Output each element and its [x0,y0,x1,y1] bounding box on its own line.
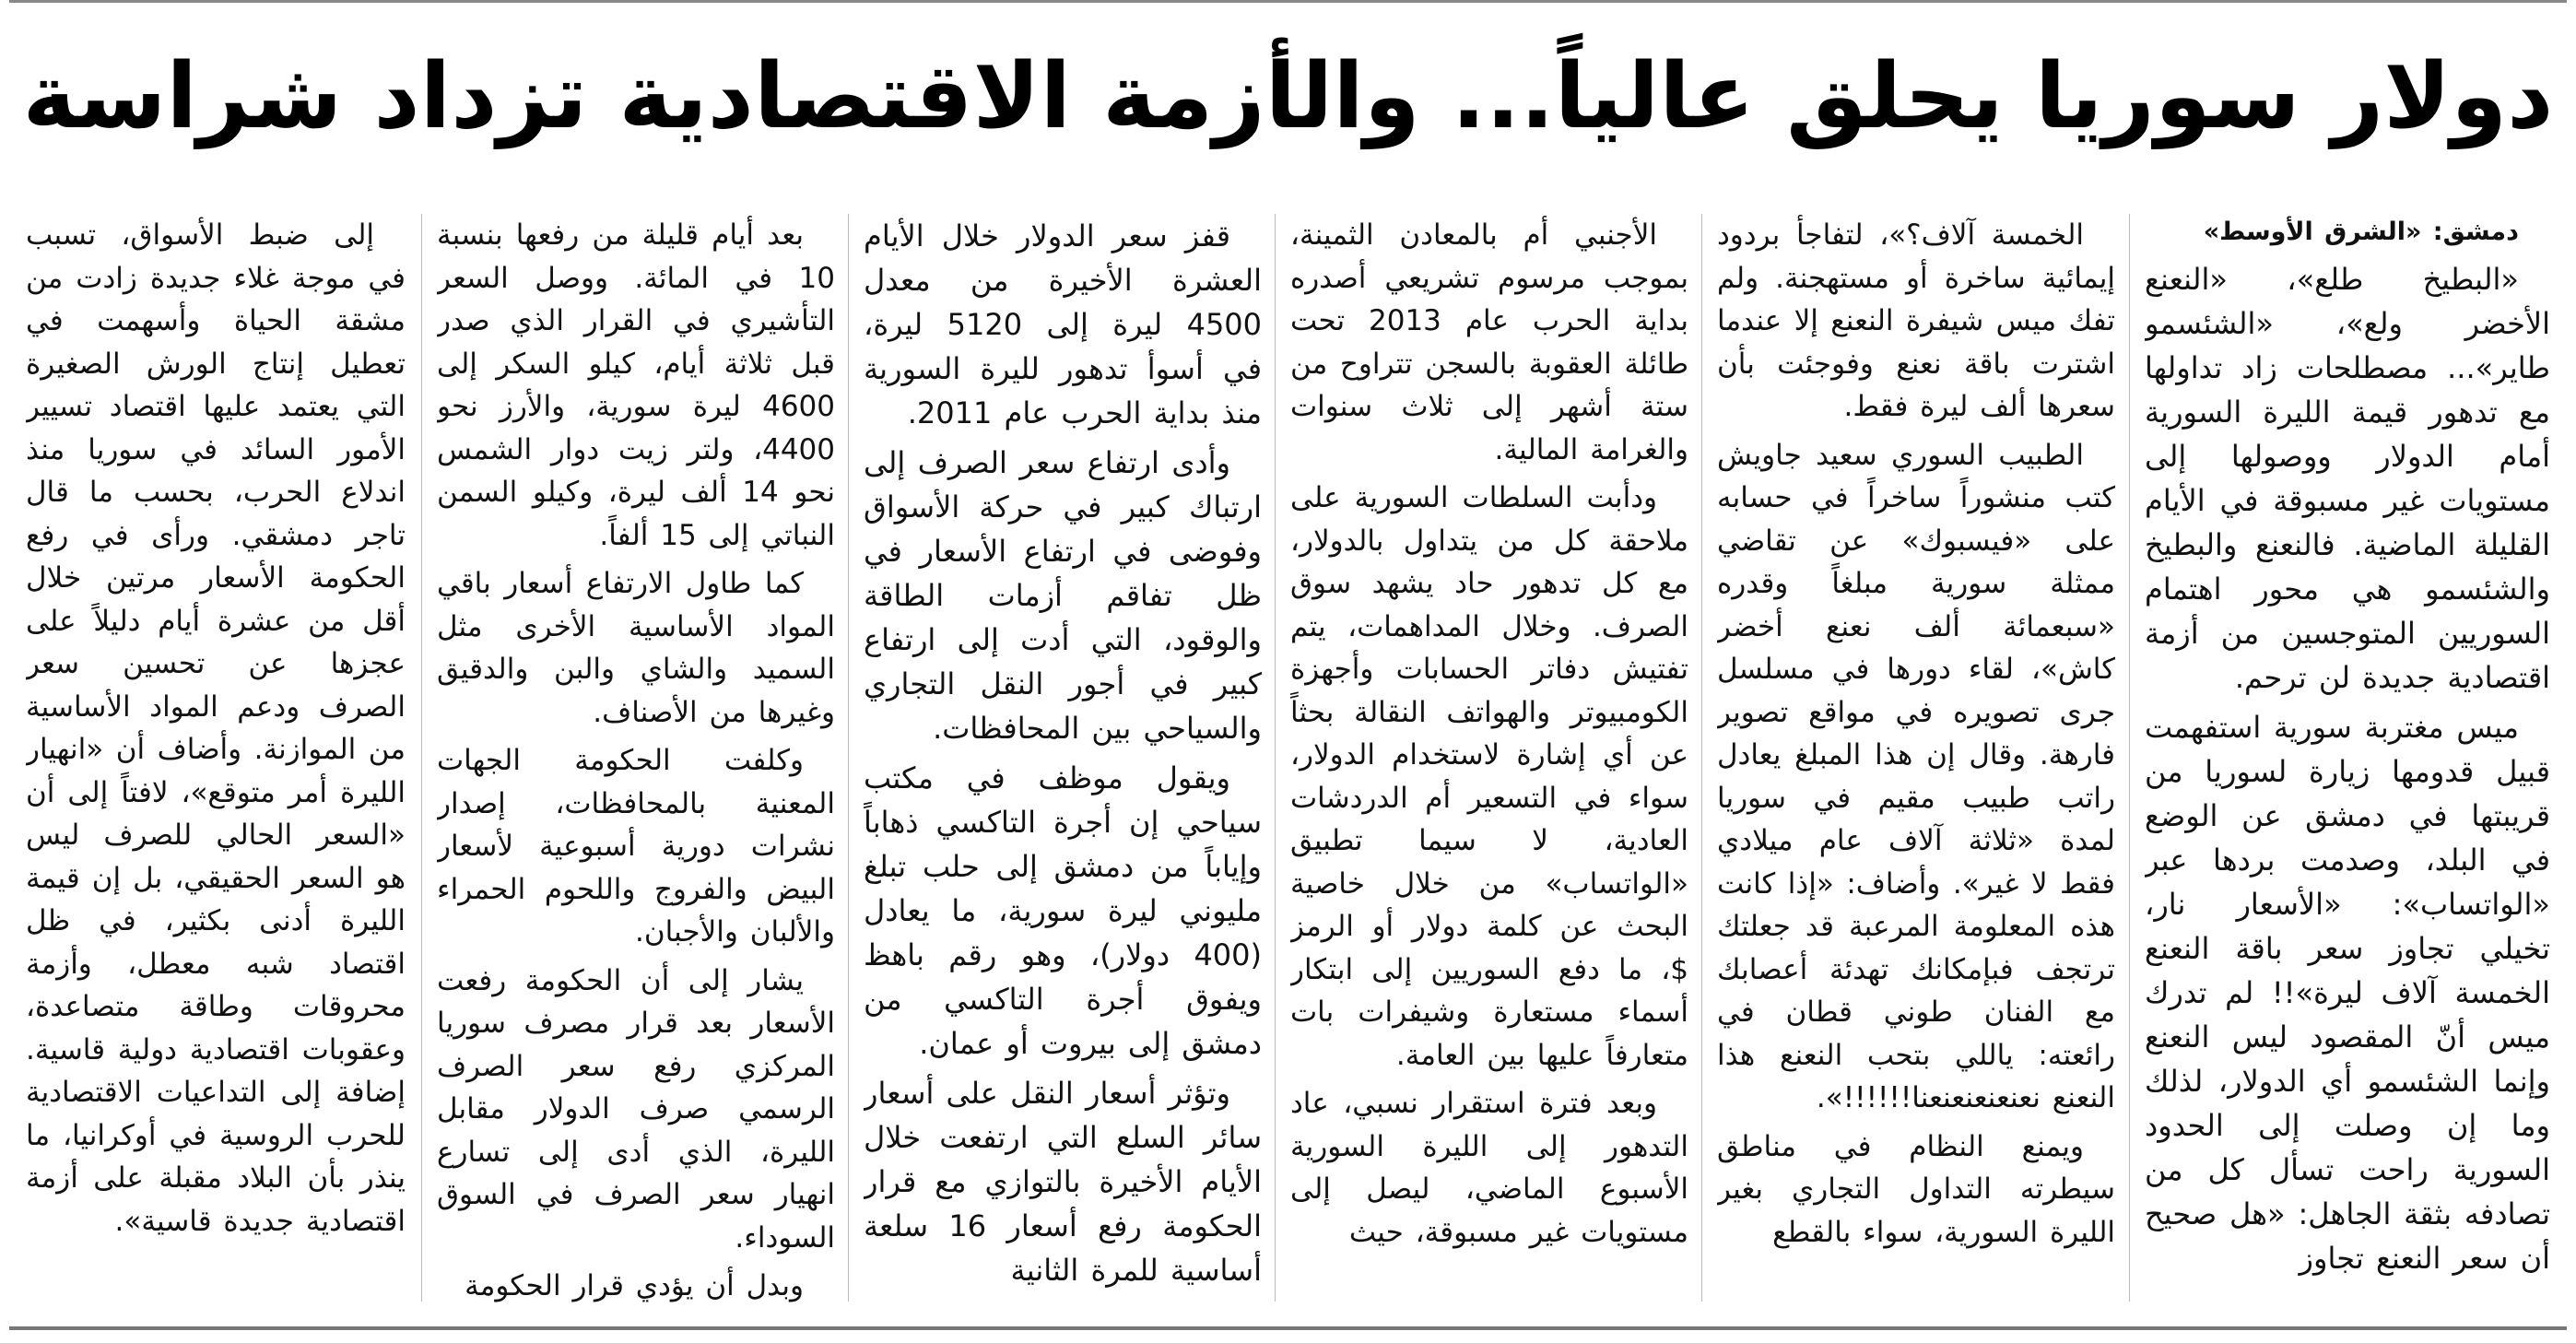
column-divider [848,214,849,1302]
column-paragraph: وبدل أن يؤدي قرار الحكومة [465,1269,804,1302]
top-border-rule [9,0,2567,3]
column-paragraph: وتؤثر أسعار النقل على أسعار سائر السلع التي ارتفعت خلال الأيام الأخيرة بالتوازي مع قرار الحكومة رفع أسعار 16 سلعة أساسية للمرة الثانية [864,1076,1262,1288]
column-paragraph: قفز سعر الدولار خلال الأيام العشرة الأخيرة من معدل 4500 ليرة إلى 5120 ليرة، في أسوأ تدهور لليرة السورية منذ بداية الحرب عام 2011. [864,218,1262,430]
column-paragraph: ميس مغتربة سورية استفهمت قبيل قدومها زيارة لسوريا من قريبتها في دمشق عن الوضع في البلد، وصدمت بردها عبر «الواتساب»: «الأسعار نار، تخيلي تجاوز سعر باقة النعنع الخمسة آلاف ليرة»!! لم تدرك ميس أنّ المقصود ليس النعنع وإنما الشئسمو أي الدولار، لذلك وما إن وصلت إلى الحدود السورية راحت تسأل كل من تصادفه بثقة الجاهل: «هل صحيح أن سعر النعنع تجاوز [2145,709,2550,1276]
column-paragraph: وأدى ارتفاع سعر الصرف إلى ارتباك كبير في حركة الأسواق وفوضى في ارتفاع الأسعار في ظل تفاقم أزمات الطاقة والوقود، التي أدت إلى ارتفاع كبير في أجور النقل التجاري والسياحي بين المحافظات. [864,445,1262,746]
article-column-1 [2145,214,2550,1315]
column-paragraph: الطبيب السوري سعيد جاويش كتب منشوراً ساخراً في حسابه على «فيسبوك» عن تقاضي ممثلة سورية مبلغاً وقدره «سبعمائة ألف نعنع أخضر كاش»، لقاء دورها في مسلسل جرى تصويره في مواقع تصوير فارهة. وقال إن هذا المبلغ يعادل راتب طبيب مقيم في سوريا لمدة «ثلاثة آلاف عام ميلادي فقط لا غير». وأضاف: «إذا كانت هذه المعلومة المرعبة قد جعلتك ترتجف فبإمكانك تهدئة أعصابك مع الفنان طوني قطان في رائعته: ياللي بتحب النعنع هذا النعنع نعنعنعنعنعنا!!!!!!». [1717,438,2115,1114]
column-paragraph: إلى ضبط الأسواق، تسبب في موجة غلاء جديدة زادت من مشقة الحياة وأسهمت في تعطيل إنتاج الورش الصغيرة التي يعتمد عليها اقتصاد تسيير الأمور السائد في سوريا منذ اندلاع الحرب، بحسب ما قال تاجر دمشقي. ورأى في رفع الحكومة الأسعار مرتين خلال أقل من عشرة أيام دليلاً على عجزها عن تحسين سعر الصرف ودعم المواد الأساسية من الموازنة. وأضاف أن «انهيار الليرة أمر متوقع»، لافتاً إلى أن «السعر الحالي للصرف ليس هو السعر الحقيقي، بل إن قيمة الليرة أدنى بكثير، في ظل اقتصاد شبه معطل، وأزمة محروقات وطاقة متصاعدة، وعقوبات اقتصادية دولية قاسية. إضافة إلى التداعيات الاقتصادية للحرب الروسية في أوكرانيا، ما ينذر بأن البلاد مقبلة على أزمة اقتصادية جديدة قاسية». [26,218,406,1238]
column-divider [1275,214,1276,1302]
column-paragraph: الخمسة آلاف؟»، لتفاجأ بردود إيمائية ساخرة أو مستهجنة. ولم تفك ميس شيفرة النعنع إلا عندما اشترت باقة نعنع وفوجئت بأن سعرها ألف ليرة فقط. [1717,218,2115,423]
dateline: دمشق: «الشرق الأوسط» [2203,218,2519,246]
column-paragraph: يشار إلى أن الحكومة رفعت الأسعار بعد قرار مصرف سوريا المركزي رفع سعر الصرف الرسمي صرف الدولار مقابل الليرة، الذي أدى إلى تسارع انهيار سعر الصرف في السوق السوداء. [437,963,835,1255]
article-column-3 [1290,214,1688,1315]
column-divider [1701,214,1702,1302]
column-paragraph: الأجنبي أم بالمعادن الثمينة، بموجب مرسوم تشريعي أصدره بداية الحرب عام 2013 تحت طائلة العقوبة بالسجن تتراوح من ستة أشهر إلى ثلاث سنوات والغرامة المالية. [1290,218,1688,466]
article-column-5 [437,214,835,1315]
column-paragraph: ويقول موظف في مكتب سياحي إن أجرة التاكسي ذهاباً وإياباً من دمشق إلى حلب تبلغ مليوني ليرة سورية، ما يعادل (400 دولار)، وهو رقم باهظ ويفوق أجرة التاكسي من دمشق إلى بيروت أو عمان. [864,760,1262,1061]
bottom-border-rule [9,1326,2567,1330]
article-column-2 [1717,214,2115,1315]
column-paragraph: «البطيخ طلع»، «النعنع الأخضر ولع»، «الشئسمو طاير»... مصطلحات زاد تداولها مع تدهور قيمة الليرة السورية أمام الدولار ووصولها إلى مستويات غير مسبوقة في الأيام القليلة الماضية. فالنعنع والبطيخ والشئسمو هي محور اهتمام السوريين المتوجسين من أزمة اقتصادية جديدة لن ترحم. [2145,261,2550,695]
article-column-6 [26,214,406,1315]
column-paragraph: ويمنع النظام في مناطق سيطرته التداول التجاري بغير الليرة السورية، سواء بالقطع [1717,1129,2115,1249]
article-column-4 [864,214,1262,1315]
column-paragraph: وكلفت الحكومة الجهات المعنية بالمحافظات، إصدار نشرات دورية أسبوعية لأسعار البيض والفروج واللحوم الحمراء والألبان والأجبان. [437,744,835,948]
column-divider [2129,214,2130,1302]
column-paragraph: كما طاول الارتفاع أسعار باقي المواد الأساسية الأخرى مثل السميد والشاي والبن والدقيق وغيرها من الأصناف. [437,567,835,729]
column-paragraph: وبعد فترة استقرار نسبي، عاد التدهور إلى الليرة السورية الأسبوع الماضي، ليصل إلى مستويات غير مسبوقة، حيث [1290,1087,1688,1249]
column-divider [421,214,422,1302]
column-paragraph: ودأبت السلطات السورية على ملاحقة كل من يتداول بالدولار، مع كل تدهور حاد يشهد سوق الصرف. وخلال المداهمات، يتم تفتيش دفاتر الحسابات وأجهزة الكومبيوتر والهواتف النقالة بحثاً عن أي إشارة لاستخدام الدولار، سواء في التسعير أم الدردشات العادية، لا سيما تطبيق «الواتساب» من خلال خاصية البحث عن كلمة دولار أو الرمز $، ما دفع السوريين إلى ابتكار أسماء مستعارة وشيفرات بات متعارفاً عليها بين العامة. [1290,481,1688,1072]
column-paragraph: بعد أيام قليلة من رفعها بنسبة 10 في المائة. ووصل السعر التأشيري في القرار الذي صدر قبل ثلاثة أيام، كيلو السكر إلى 4600 ليرة سورية، والأرز نحو 4400، ولتر زيت دوار الشمس نحو 14 ألف ليرة، وكيلو السمن النباتي إلى 15 ألفاً. [437,218,835,552]
headline: دولار سوريا يحلق عالياً... والأزمة الاقتصادية تزداد شراسة [22,44,2554,149]
